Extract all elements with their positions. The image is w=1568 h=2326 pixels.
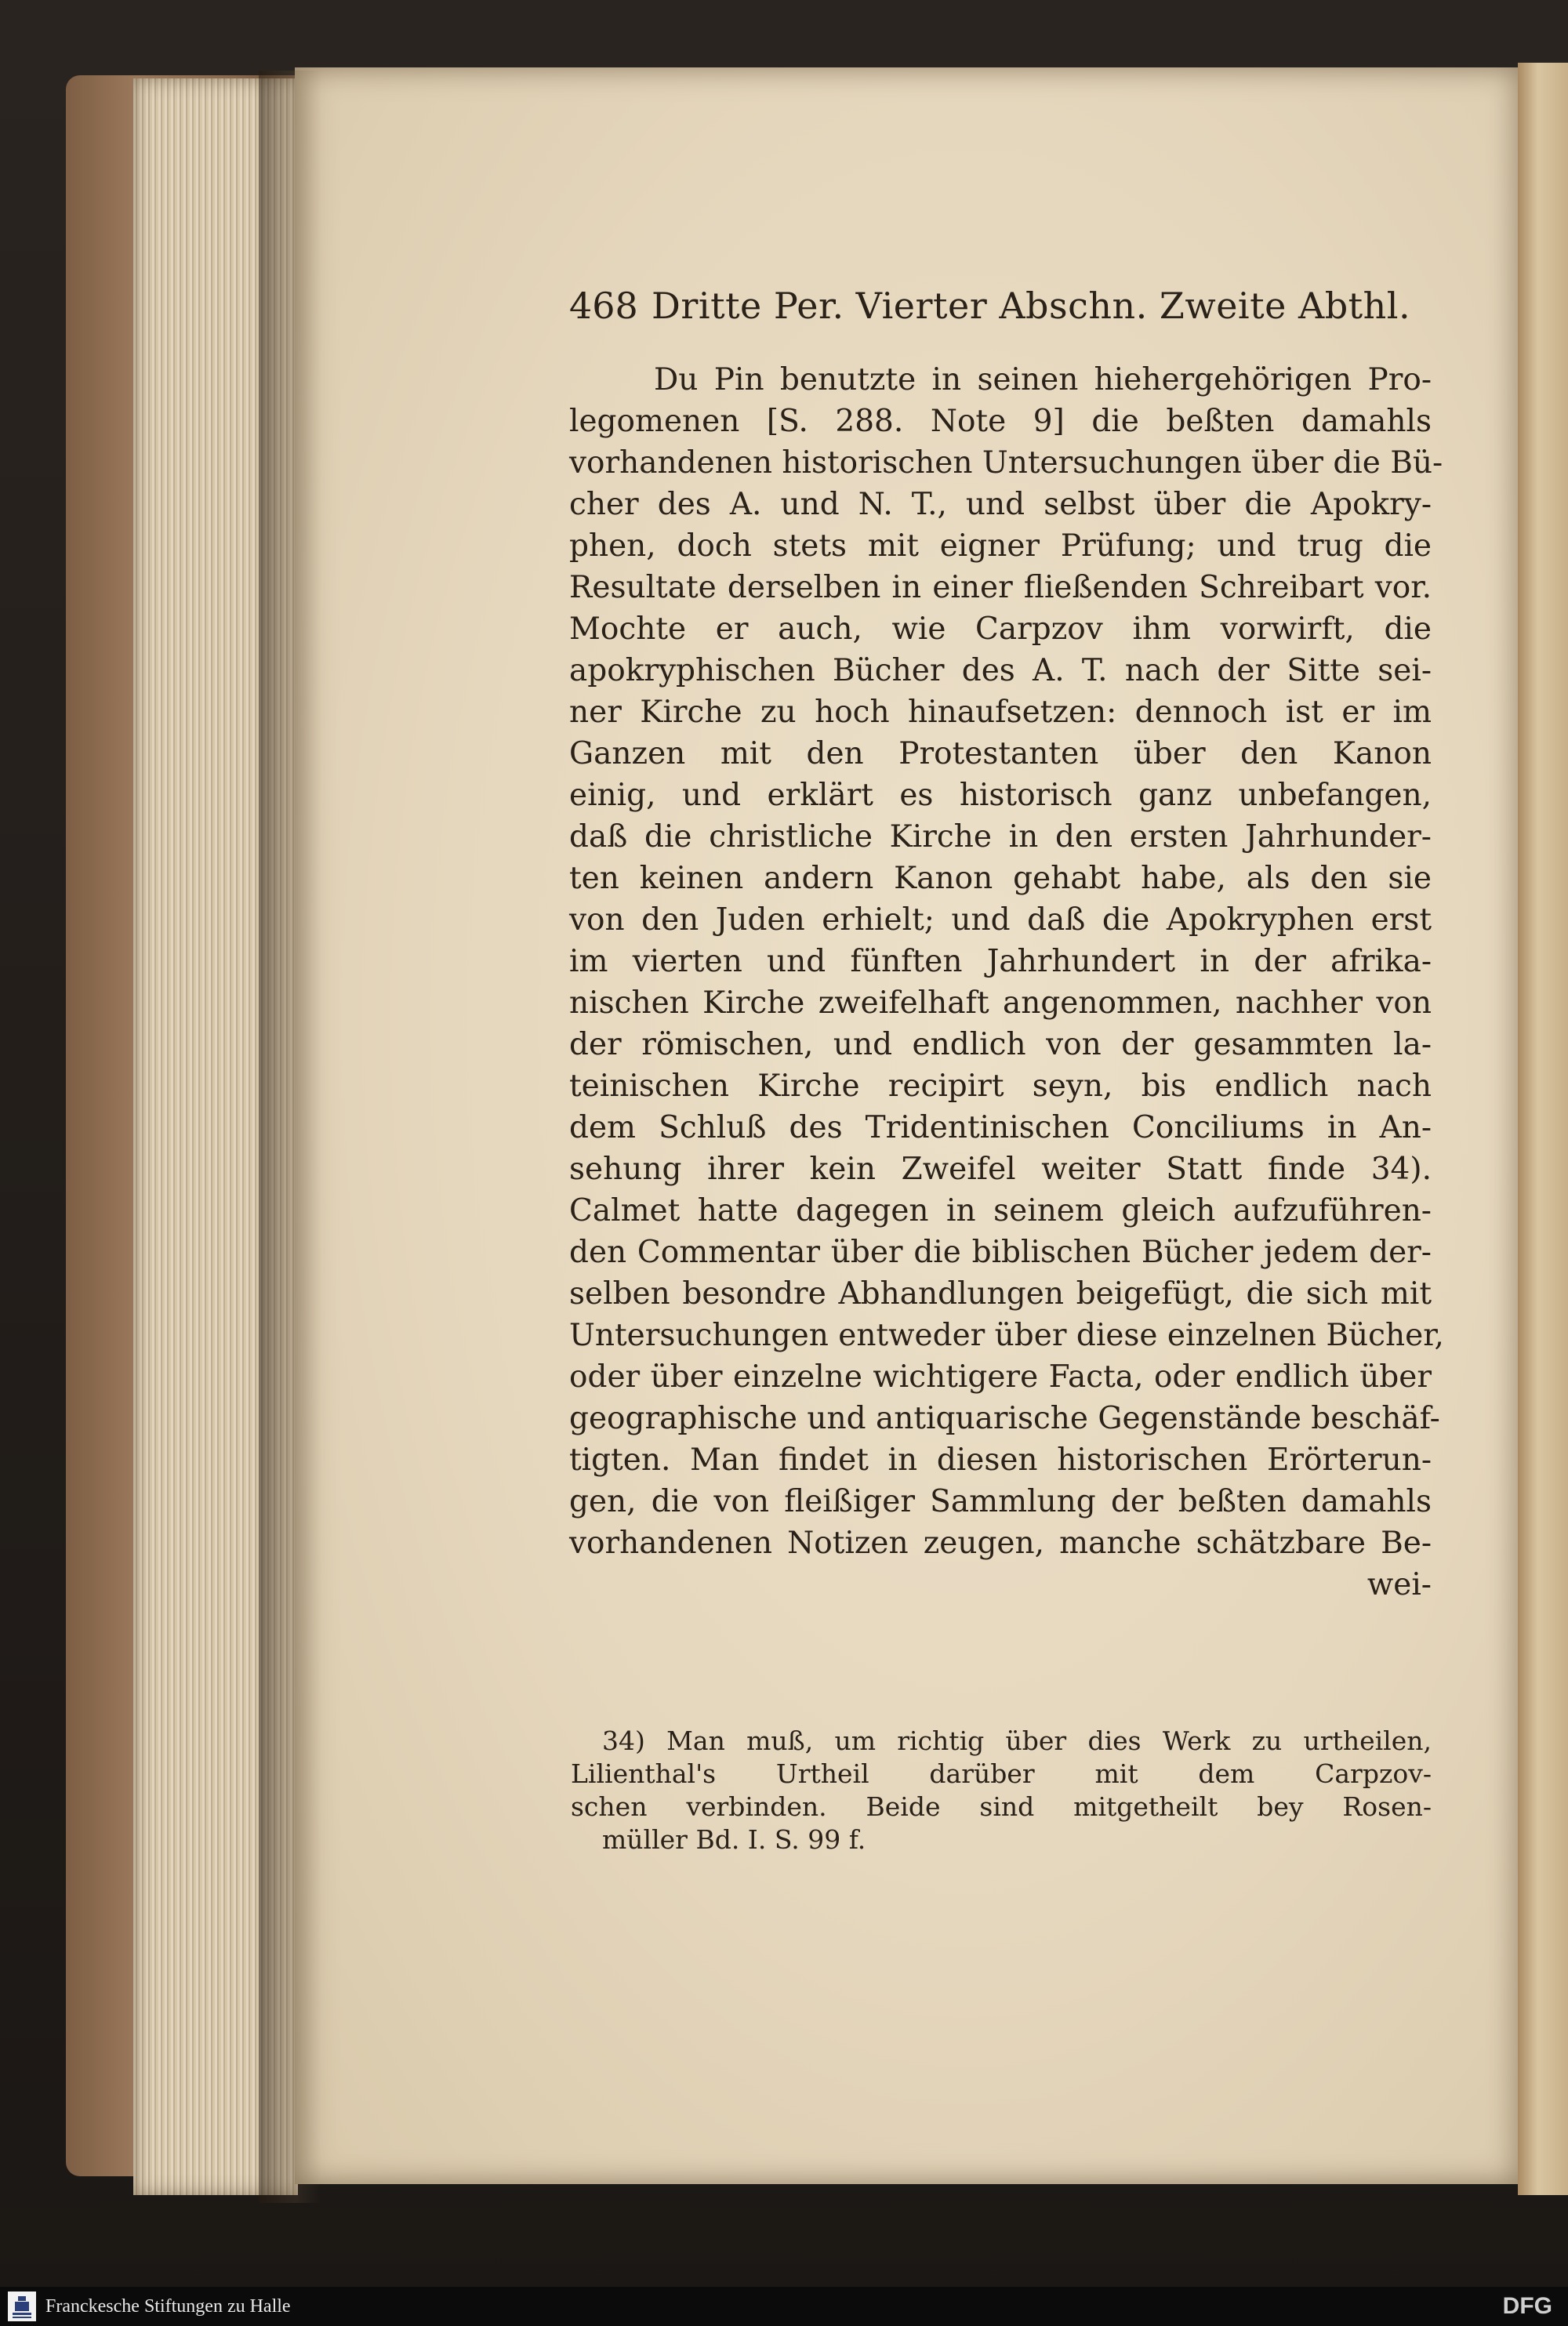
footnote-line: schen verbinden. Beide sind mitgetheilt bey Rosen- [571,1791,1432,1822]
footnote-block [571,1725,1432,1856]
text-line: geographische und antiquarische Gegenstände beschäf- [569,1401,1440,1436]
text-line: Resultate derselben in einer fließenden Schreibart vor. [569,570,1432,605]
text-line: Untersuchungen entweder über diese einzelnen Bücher, [569,1318,1444,1353]
main-text-block [569,359,1444,1606]
running-header [569,278,1432,333]
viewer-footer-bar [0,2287,1568,2326]
text-line: oder über einzelne wichtigere Facta, oder endlich über [569,1359,1432,1395]
funder-logo-text: DFG [1502,2293,1552,2319]
text-line: ner Kirche zu hoch hinaufsetzen: dennoch ist er im [569,695,1432,730]
institution-logo-icon [8,2292,36,2321]
text-line: ten keinen andern Kanon gehabt habe, als den sie [569,861,1432,896]
text-line: vorhandenen Notizen zeugen, manche schätzbare Be- [569,1526,1432,1561]
page-number: 468 [569,285,638,327]
text-line: Mochte er auch, wie Carpzov ihm vorwirft, die [569,611,1432,647]
text-line: dem Schluß des Tridentinischen Conciliums in An- [569,1110,1432,1145]
running-head-title: Dritte Per. Vierter Abschn. Zweite Abthl. [652,285,1411,327]
text-line: selben besondre Abhandlungen beigefügt, die sich mit [569,1276,1432,1312]
text-line: der römischen, und endlich von der gesammten la- [569,1027,1432,1062]
text-line: von den Juden erhielt; und daß die Apokryphen erst [569,902,1432,938]
footnote-line: 34) Man muß, um richtig über dies Werk zu urtheilen, [602,1725,1432,1756]
text-line: den Commentar über die biblischen Bücher jedem der- [569,1235,1432,1270]
footnote-line: Lilienthal's Urtheil darüber mit dem Carpzov- [571,1758,1432,1789]
text-line: nischen Kirche zweifelhaft angenommen, nachher von [569,985,1432,1021]
text-line: phen, doch stets mit eigner Prüfung; und trug die [569,528,1432,564]
text-line: im vierten und fünften Jahrhundert in der afrika- [569,944,1432,979]
text-line: gen, die von fleißiger Sammlung der beßten damahls [569,1484,1432,1519]
text-line: apokryphischen Bücher des A. T. nach der Sitte sei- [569,653,1432,688]
text-line: einig, und erklärt es historisch ganz unbefangen, [569,778,1432,813]
catchword: wei- [1367,1567,1432,1602]
institution-name: Franckesche Stiftungen zu Halle [45,2296,291,2317]
text-line: teinischen Kirche recipirt seyn, bis endlich nach [569,1069,1432,1104]
footnote-line: müller Bd. I. S. 99 f. [602,1824,866,1855]
text-line: daß die christliche Kirche in den ersten Jahrhunder- [569,819,1432,855]
text-line: Calmet hatte dagegen in seinem gleich aufzuführen- [569,1193,1432,1228]
text-line: cher des A. und N. T., und selbst über die Apokry- [569,487,1432,522]
text-line: sehung ihrer kein Zweifel weiter Statt finde 34). [569,1152,1432,1187]
gutter-shadow [259,71,321,2203]
text-line: vorhandenen historischen Untersuchungen über die Bü- [569,445,1443,481]
text-line: Du Pin benutzte in seinen hiehergehörigen Pro- [654,362,1432,397]
text-line: tigten. Man findet in diesen historischen Erörterun- [569,1442,1432,1478]
text-line: Ganzen mit den Protestanten über den Kanon [569,736,1432,771]
facing-page-edge [1518,63,1568,2195]
text-line: legomenen [S. 288. Note 9] die beßten damahls [569,404,1432,439]
